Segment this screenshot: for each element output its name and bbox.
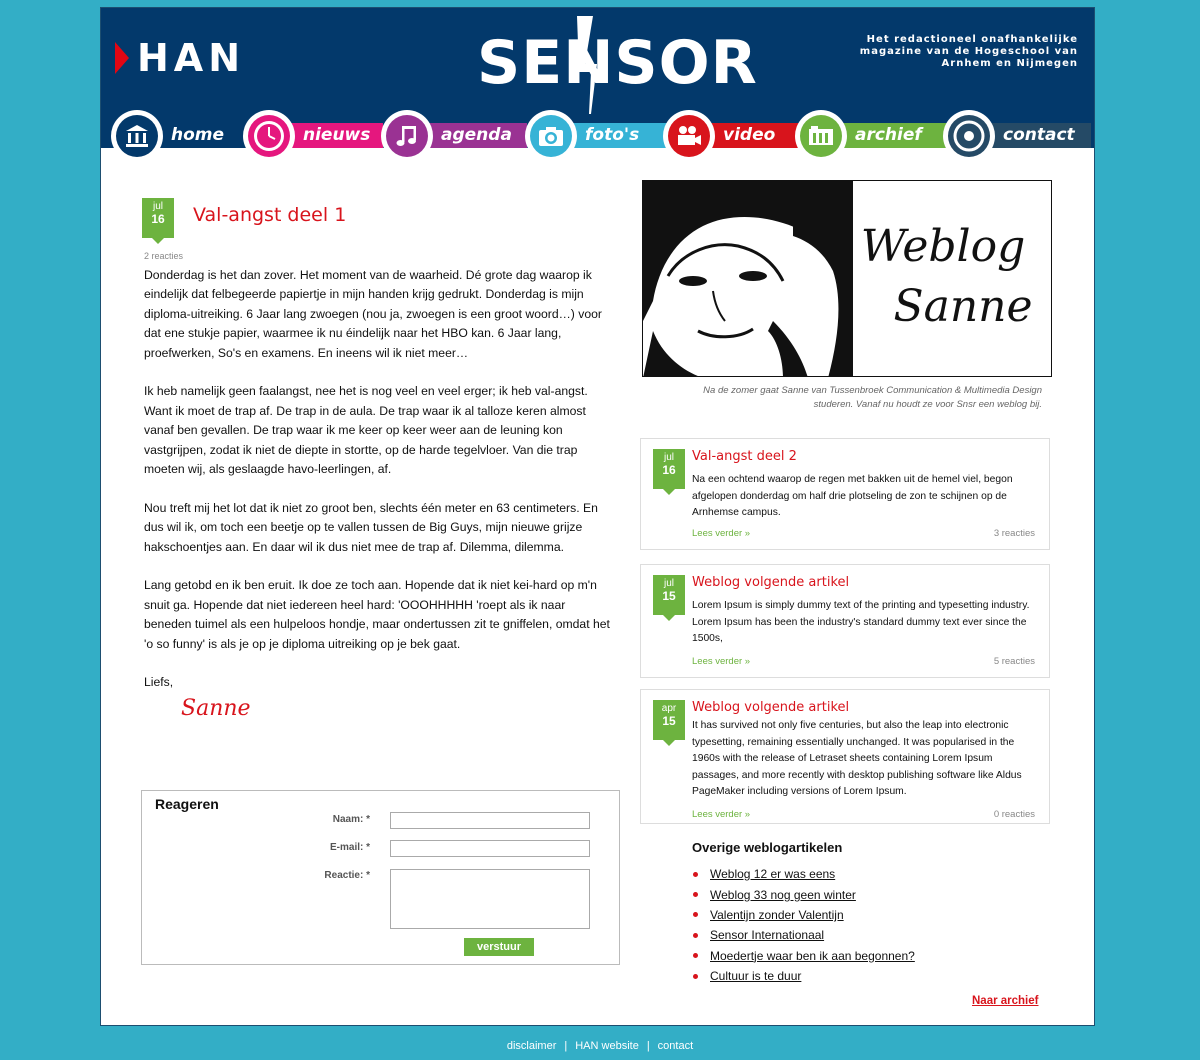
other-articles-title: Overige weblogartikelen [692,840,843,855]
article-signature: Sanne [181,696,251,721]
sensor-logo[interactable]: SENSOR [477,28,758,98]
form-title: Reageren [155,796,219,812]
building-icon [116,115,158,157]
post-excerpt: It has survived not only five centuries, but also the leap into electronic typesetting, remaining essentially unchanged. It was popularised in the 1960s with the release of Letraset sheets containing Lorem Ipsum passages, and more recently with desktop publishing software like Aldus PageMaker including versions of Lorem Ipsum. [692,720,1022,797]
bullet-icon [693,912,698,917]
banner-title-line1: Weblog [860,221,1026,272]
article-title: Val-angst deel 1 [193,204,347,226]
lightning-bolt-icon [571,16,601,114]
article-paragraph: Donderdag is het dan zover. Het moment van de waarheid. Dé grote dag waarop ik eindelijk dat felbegeerde papiertje in mijn handen krijg gedrukt. Donderdag is mijn diploma-uitreiking. 6 Jaar lang zwoegen (nou ja, zwoegen is een groot woord…) voor dat ene stukje papier, waarmee ik nu éindelijk naar het HBO kan. 6 Jaar lang, proefwerken, So's en examens. En ineens wil ik niet meer… [144,268,602,360]
post-title[interactable]: Val-angst deel 2 [692,449,797,464]
site-tagline: Het redactioneel onafhankelijke magazine van de Hogeschool van Arnhem en Nijmegen [859,34,1078,69]
date-month: apr [661,703,677,714]
date-month: jul [663,578,674,589]
banner-title-line2: Sanne [893,281,1033,332]
post-reacties-count[interactable]: 5 reacties [993,656,1035,667]
date-day: 15 [662,589,676,603]
nav-item-fotos[interactable] [525,110,667,162]
other-article-link[interactable]: Sensor Internationaal [710,928,825,943]
post-card [640,438,1050,550]
other-article-link[interactable]: Weblog 12 er was eens [710,867,836,882]
article-paragraph: Ik heb namelijk geen faalangst, nee het is nog veel en veel erger; ik heb val-angst. Want ik moet de trap af. De trap in de aula. De trap waar ik al talloze keren almost vanaf ben gevallen. De trap waar ik me keer op keer weer aan de leuning kon vastgrijpen, zodat ik niet de diepte in stortte, op de harde tegelvloer. Van die trap moeten wij, als geslaagde havo-leerlingen, af. [144,384,588,477]
article-date-badge [142,198,174,238]
comment-form [141,790,620,965]
nav-item-agenda[interactable] [381,110,527,162]
clock-icon [248,115,290,157]
submit-button[interactable]: verstuur [464,938,534,956]
footer-separator: | [564,1040,568,1052]
read-more-link[interactable]: Lees verder » [692,656,751,667]
read-more-link[interactable]: Lees verder » [692,809,751,820]
post-reacties-count[interactable]: 3 reacties [993,528,1035,539]
nav-item-video[interactable] [663,110,799,162]
date-month: jul [663,452,674,463]
post-title[interactable]: Weblog volgende artikel [692,700,850,715]
nav-icon-circle [111,110,163,162]
other-article-link[interactable]: Cultuur is te duur [710,969,802,984]
footer-disclaimer-link[interactable]: disclaimer [506,1040,557,1052]
list-item [693,864,915,884]
bullet-icon [693,933,698,938]
post-title[interactable]: Weblog volgende artikel [692,575,850,590]
post-card [640,689,1050,824]
date-day: 16 [662,463,676,477]
list-item [693,946,915,966]
article-body [144,266,614,712]
han-logo-text: HAN [137,36,246,80]
nav-item-contact[interactable] [943,110,1091,162]
nav-label: archief [855,125,922,145]
han-arrow-icon [115,42,129,74]
nav-item-archief[interactable] [795,110,947,162]
nav-label: contact [1003,125,1075,145]
archive-icon [800,115,842,157]
han-logo[interactable] [115,36,245,80]
post-date-badge [653,449,685,489]
article-paragraph: Nou treft mij het lot dat ik niet zo groot ben, slechts één meter en 63 centimeters. En dus wil ik, om toch een beetje op te vallen tussen de Big Guys, mijn nieuwe grijze hakschoentjes aan. En daar wil ik dus niet mee de trap af. Dilemma, dilemma. [144,500,598,554]
main-navigation [111,110,1091,162]
camera-icon [530,115,572,157]
music-note-icon [386,115,428,157]
name-input[interactable] [390,812,590,829]
date-month: jul [152,201,163,212]
portrait-image [643,181,1052,377]
post-date-badge [653,700,685,740]
article-paragraph: Liefs, [144,675,174,690]
site-footer [0,1040,1200,1052]
reactie-label: Reactie: * [324,870,370,881]
date-day: 16 [151,212,165,226]
reactie-textarea[interactable] [390,869,590,929]
post-card [640,564,1050,678]
other-article-link[interactable]: Weblog 33 nog geen winter [710,887,856,902]
read-more-link[interactable]: Lees verder » [692,528,751,539]
nav-icon-circle [381,110,433,162]
post-excerpt: Na een ochtend waarop de regen met bakken uit de hemel viel, begon afgelopen donderdag om half drie plotseling de zon te schijnen op de Arnhemse campus. [692,474,1013,518]
list-item [693,905,915,925]
nav-icon-circle [243,110,295,162]
article-paragraph: Lang getobd en ik ben eruit. Ik doe ze toch aan. Hopende dat ik niet kei-hard op m'n snuit ga. Hopende dat niet iedereen heel hard: 'OOOHHHHH 'roept als ik naar beneden tuimel als een hulpeloos hondje, maar ondertussen zit te gniffelen, omdat het 'o so funny' is als je op je diploma uitreiking op je bek gaat. [144,578,610,651]
date-day: 15 [662,714,676,728]
list-item [693,925,915,945]
nav-label: foto's [585,125,640,145]
footer-contact-link[interactable]: contact [657,1040,694,1052]
footer-han-website-link[interactable]: HAN website [575,1040,639,1052]
nav-icon-circle [795,110,847,162]
nav-label: video [723,125,776,145]
bullet-icon [693,892,698,897]
email-label: E-mail: * [329,842,370,853]
bullet-icon [693,872,698,877]
footer-separator: | [646,1040,650,1052]
post-reacties-count[interactable]: 0 reacties [993,809,1035,820]
bullet-icon [693,974,698,979]
bullet-icon [693,953,698,958]
weblog-banner [642,180,1052,377]
target-icon [948,115,990,157]
banner-caption: Na de zomer gaat Sanne van Tussenbroek Communication & Multimedia Design studeren. Vanaf nu houdt ze voor Snsr een weblog bij. [703,385,1042,410]
nav-label: home [171,125,225,145]
nav-icon-circle [943,110,995,162]
post-date-badge [653,575,685,615]
nav-label: nieuws [303,125,371,145]
list-item [693,884,915,904]
nav-icon-circle [663,110,715,162]
page-container [100,7,1095,1026]
nav-item-home[interactable] [111,110,247,162]
name-label: Naam: * [332,814,370,825]
video-camera-icon [668,115,710,157]
list-item [693,966,915,986]
other-articles-list [693,864,915,986]
archive-link[interactable]: Naar archief [972,995,1039,1007]
nav-label: agenda [441,125,512,145]
post-excerpt: Lorem Ipsum is simply dummy text of the printing and typesetting industry. Lorem Ipsum has been the industry's standard dummy text ever since the 1500s, [692,600,1030,644]
other-article-link[interactable]: Moedertje waar ben ik aan begonnen? [710,948,915,963]
nav-icon-circle [525,110,577,162]
nav-item-nieuws[interactable] [243,110,383,162]
article-reacties-count[interactable]: 2 reacties [144,251,184,261]
email-input[interactable] [390,840,590,857]
other-article-link[interactable]: Valentijn zonder Valentijn [710,907,844,922]
